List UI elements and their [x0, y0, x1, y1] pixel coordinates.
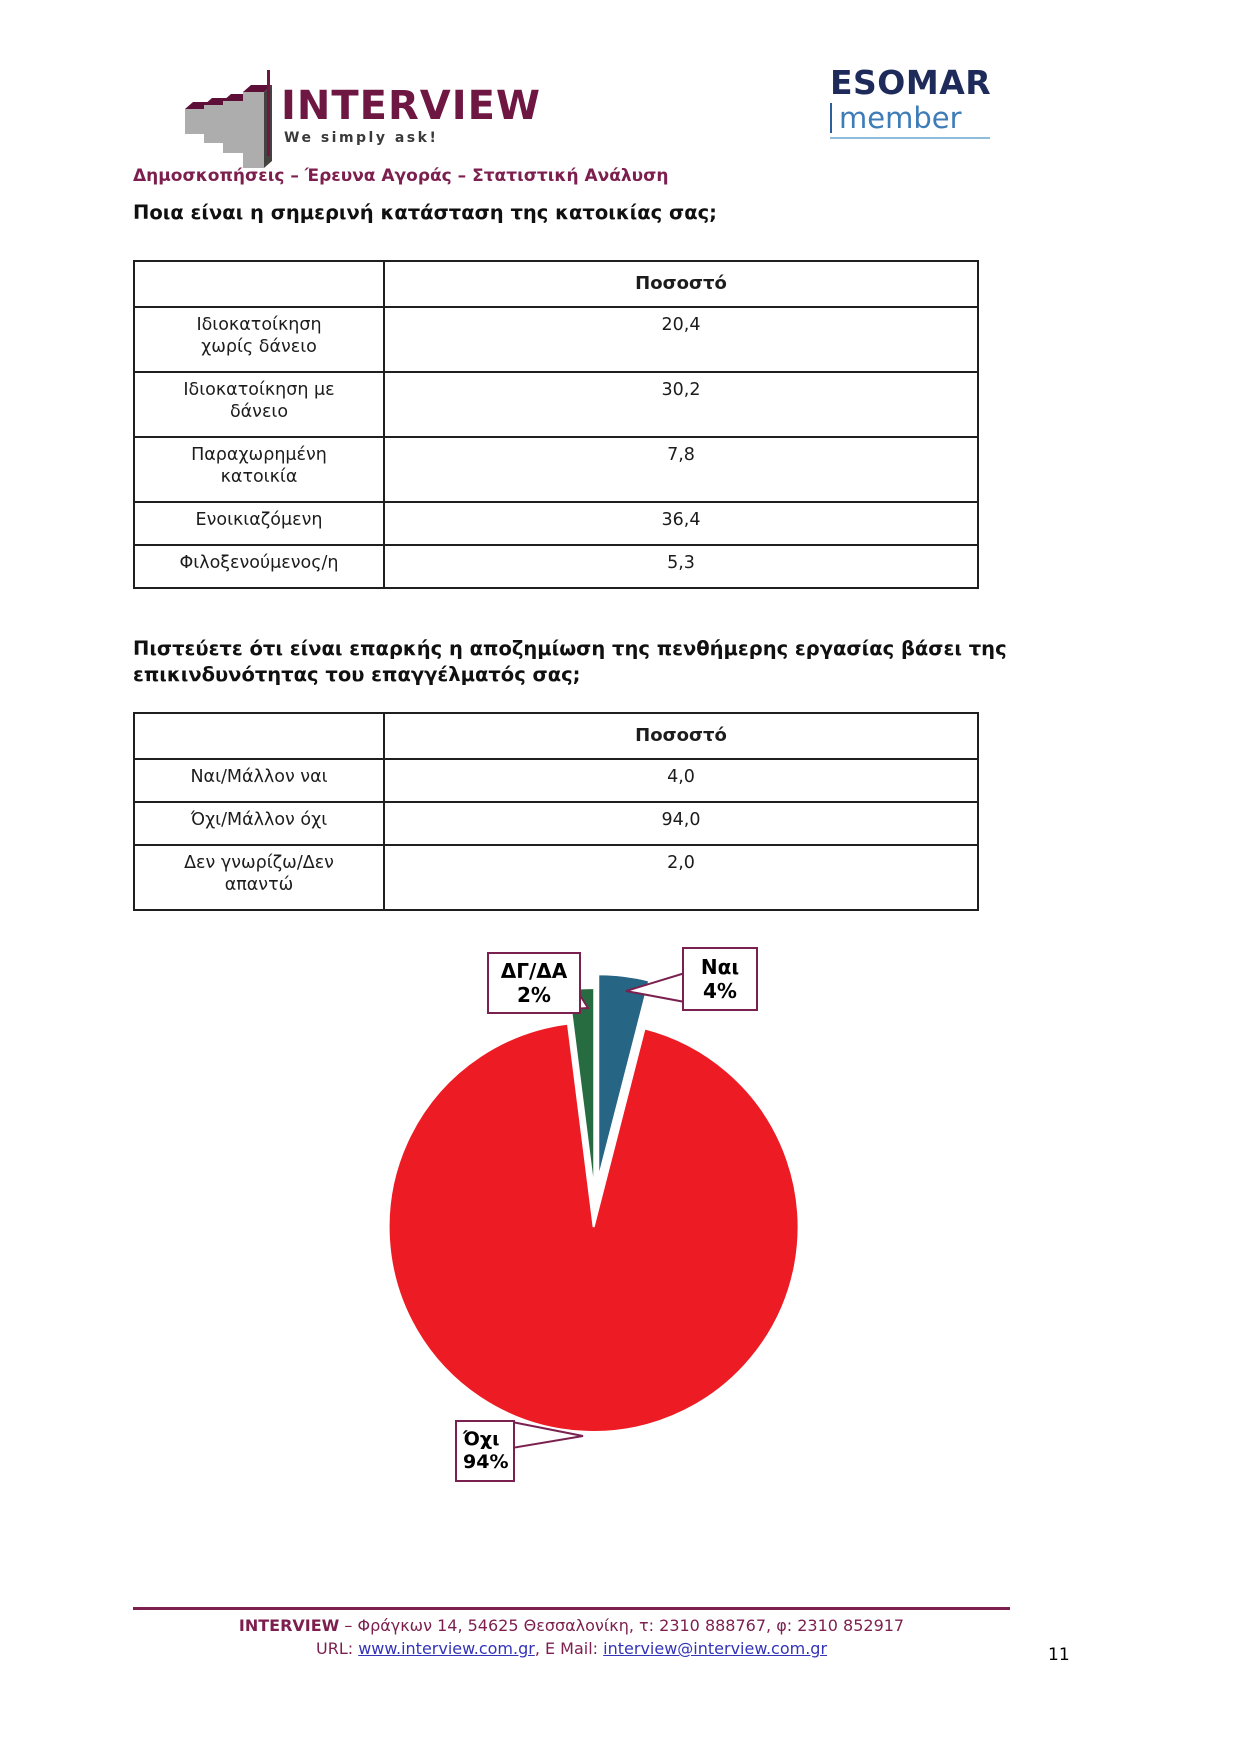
- website-link[interactable]: www.interview.com.gr: [358, 1639, 535, 1658]
- table-row: [134, 307, 978, 372]
- row-label-cell: Φιλοξενούμενος/η: [134, 545, 384, 588]
- row-value-cell: 7,8: [384, 437, 978, 502]
- percent-column-header: Ποσοστό: [384, 261, 978, 307]
- esomar-member-text: member: [830, 103, 962, 133]
- callout-percent: 2%: [517, 983, 551, 1007]
- footer-company-name: INTERVIEW: [238, 1616, 340, 1635]
- row-value-cell: 30,2: [384, 372, 978, 437]
- percent-column-header: Ποσοστό: [384, 713, 978, 759]
- table-header-row: [134, 261, 978, 307]
- pie-chart: [330, 855, 890, 1515]
- footer: [133, 1614, 1010, 1660]
- row-value-cell: 5,3: [384, 545, 978, 588]
- table-row: [134, 802, 978, 845]
- row-label-cell: Ναι/Μάλλον ναι: [134, 759, 384, 802]
- esomar-logo-text: ESOMAR: [830, 63, 992, 102]
- pie-callout-dgda: [487, 952, 581, 1014]
- row-value-cell: 94,0: [384, 802, 978, 845]
- question-1-table: [133, 260, 979, 589]
- row-value-cell: 36,4: [384, 502, 978, 545]
- row-value-cell: 20,4: [384, 307, 978, 372]
- table-row: [134, 759, 978, 802]
- pie-callout-nai: [682, 947, 758, 1011]
- table-row: [134, 437, 978, 502]
- table-row: [134, 372, 978, 437]
- footer-url-label: URL:: [315, 1639, 359, 1658]
- footer-email-label: , E Mail:: [534, 1639, 604, 1658]
- empty-header-cell: [134, 261, 384, 307]
- row-label-cell: Παραχωρημένη κατοικία: [134, 437, 384, 502]
- callout-percent: 4%: [703, 979, 737, 1003]
- row-value-cell: 4,0: [384, 759, 978, 802]
- pie-callout-oxi: [455, 1420, 515, 1482]
- row-value-cell: 2,0: [384, 845, 978, 910]
- footer-contact-line: [133, 1637, 1010, 1660]
- esomar-logo: [830, 63, 1000, 139]
- row-label-cell: Ιδιοκατοίκηση χωρίς δάνειο: [134, 307, 384, 372]
- callout-label: Όχι: [463, 1427, 500, 1450]
- email-link[interactable]: interview@interview.com.gr: [603, 1639, 828, 1658]
- empty-header-cell: [134, 713, 384, 759]
- question-2-title: Πιστεύετε ότι είναι επαρκής η αποζημίωση της πενθήμερης εργασίας βάσει της επικινδυνότητας του επαγγέλματός σας;: [133, 637, 1007, 686]
- row-label-cell: Ιδιοκατοίκηση με δάνειο: [134, 372, 384, 437]
- row-label-cell: Όχι/Μάλλον όχι: [134, 802, 384, 845]
- footer-address: – Φράγκων 14, 54625 Θεσσαλονίκη, τ: 2310 888767, φ: 2310 852917: [339, 1616, 905, 1635]
- interview-logo-text: INTERVIEW: [281, 83, 542, 129]
- interview-logo: [150, 58, 570, 163]
- bar-chart-logo-icon: [164, 68, 272, 172]
- question-1-title: Ποια είναι η σημερινή κατάσταση της κατοικίας σας;: [133, 201, 717, 224]
- footer-address-line: [133, 1614, 1010, 1637]
- footer-divider: [133, 1607, 1010, 1610]
- row-label-cell: Δεν γνωρίζω/Δεν απαντώ: [134, 845, 384, 910]
- department-tagline: Δημοσκοπήσεις – Έρευνα Αγοράς – Στατιστική Ανάλυση: [133, 166, 669, 186]
- callout-percent: 94%: [463, 1451, 509, 1473]
- table-header-row: [134, 713, 978, 759]
- esomar-underline: [830, 137, 990, 139]
- callout-label: Ναι: [700, 954, 740, 979]
- interview-logo-tagline: We simply ask!: [284, 130, 439, 146]
- logo-divider: [267, 70, 270, 156]
- page-number: 11: [1048, 1645, 1070, 1665]
- table-row: [134, 545, 978, 588]
- row-label-cell: Ενοικιαζόμενη: [134, 502, 384, 545]
- table-row: [134, 502, 978, 545]
- callout-label: ΔΓ/ΔΑ: [500, 958, 568, 983]
